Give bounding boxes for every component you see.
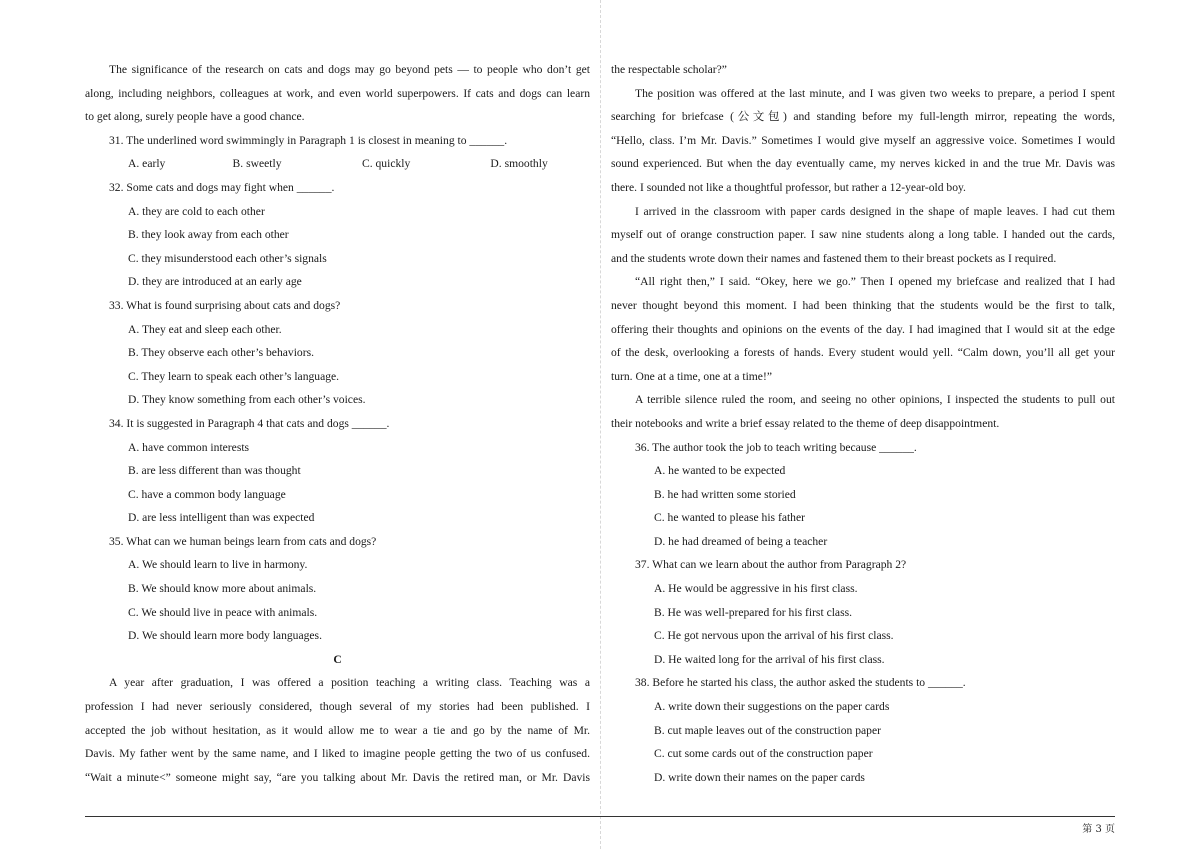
answer-option: C. They learn to speak each other’s language. xyxy=(128,369,340,383)
answer-option: A. they are cold to each other xyxy=(128,204,265,218)
paragraph-line: sound experienced. But when the day eventually came, my nerves kicked in and the true Mr. Davis was xyxy=(611,157,1115,171)
paragraph-line: Davis. My father went by the same name, and I liked to imagine people getting the two of us confused. xyxy=(85,747,590,761)
paragraph-line: “All right then,” I said. “Okey, here we go.” Then I opened my briefcase and realized that I had xyxy=(635,275,1115,289)
answer-option: A. He would be aggressive in his first class. xyxy=(654,582,858,596)
left-column xyxy=(85,58,590,789)
answer-option: D. He waited long for the arrival of his first class. xyxy=(654,652,885,666)
paragraph-line: of the desk, overlooking a forests of hands. Every student would yell. “Calm down, you’ll all get your xyxy=(611,346,1115,360)
answer-option: C. quickly xyxy=(361,157,411,171)
answer-option: D. smoothly xyxy=(490,157,548,171)
answer-option: B. They observe each other’s behaviors. xyxy=(128,346,314,360)
answer-option: D. We should learn more body languages. xyxy=(128,629,322,643)
paragraph-line: their notebooks and write a brief essay related to the theme of deep disappointment. xyxy=(611,416,1000,430)
answer-option: A. early xyxy=(128,157,166,171)
answer-option: B. sweetly xyxy=(232,157,282,171)
footer-rule xyxy=(85,816,1115,817)
answer-option: B. We should know more about animals. xyxy=(128,582,317,596)
paragraph-line: searching for briefcase (公文包) and standing before my full-length mirror, repeating the words, xyxy=(611,110,1115,124)
paragraph-line: myself out of orange construction paper. I saw nine students along a long table. I handed out the cards, xyxy=(611,228,1115,242)
column-divider xyxy=(600,0,601,849)
question-stem: 32. Some cats and dogs may fight when ______. xyxy=(109,180,335,194)
question-stem: 37. What can we learn about the author from Paragraph 2? xyxy=(635,558,907,572)
answer-option: B. he had written some storied xyxy=(654,487,796,501)
paragraph-line: The significance of the research on cats and dogs may go beyond pets — to people who don’t get xyxy=(109,63,590,76)
paragraph-line: profession I had never seriously considered, though several of my stories had been published. I xyxy=(85,700,590,714)
question-stem: 36. The author took the job to teach writing because ______. xyxy=(635,440,917,454)
answer-option: A. he wanted to be expected xyxy=(654,464,786,478)
answer-option: A. We should learn to live in harmony. xyxy=(128,558,308,572)
answer-option: C. We should live in peace with animals. xyxy=(128,605,318,619)
answer-option: C. they misunderstood each other’s signals xyxy=(128,251,327,265)
question-stem: 34. It is suggested in Paragraph 4 that cats and dogs ______. xyxy=(109,416,390,430)
paragraph-line: offering their thoughts and opinions on the events of the day. I had imagined that I would sit at the edge xyxy=(611,322,1115,336)
answer-option: B. He was well-prepared for his first class. xyxy=(654,605,852,619)
right-column xyxy=(611,58,1115,789)
answer-option: B. are less different than was thought xyxy=(128,464,301,478)
answer-option: A. write down their suggestions on the paper cards xyxy=(654,700,890,714)
answer-option: C. cut some cards out of the construction paper xyxy=(654,747,873,761)
paragraph-line: never thought beyond this moment. I had been thinking that the students would be the first to talk, xyxy=(611,298,1115,312)
question-stem: 38. Before he started his class, the author asked the students to ______. xyxy=(635,676,966,690)
page-number: 第 3 页 xyxy=(1082,824,1115,835)
answer-option: D. They know something from each other’s voices. xyxy=(128,393,366,407)
paragraph-line: to get along, surely people have a good chance. xyxy=(85,110,305,124)
answer-option: A. have common interests xyxy=(128,440,250,454)
answer-option: D. they are introduced at an early age xyxy=(128,275,302,289)
answer-option: C. have a common body language xyxy=(128,487,286,501)
paragraph-line: and the students wrote down their names and fastened them to their breast pockets as I required. xyxy=(611,251,1057,265)
paragraph-line: A terrible silence ruled the room, and seeing no other opinions, I inspected the students to pull out xyxy=(635,393,1115,407)
answer-options-row xyxy=(85,152,590,176)
paragraph-line: “Hello, class. I’m Mr. Davis.” Sometimes I would give myself an aggressive voice. Sometimes I would xyxy=(611,133,1115,147)
paragraph-line: along, including neighbors, colleagues at work, and even world superpowers. If cats and dogs can learn xyxy=(85,86,590,100)
answer-option: D. write down their names on the paper cards xyxy=(654,770,865,784)
paragraph-line: there. I sounded not like a thoughtful professor, but rather a 12-year-old boy. xyxy=(611,180,966,194)
answer-option: C. He got nervous upon the arrival of his first class. xyxy=(654,629,894,643)
paragraph-line: I arrived in the classroom with paper cards designed in the shape of maple leaves. I had cut them xyxy=(635,204,1115,218)
answer-option: B. they look away from each other xyxy=(128,228,289,242)
answer-option: D. are less intelligent than was expected xyxy=(128,511,315,525)
answer-option: D. he had dreamed of being a teacher xyxy=(654,534,828,548)
paragraph-line: A year after graduation, I was offered a position teaching a writing class. Teaching was a xyxy=(109,676,590,690)
section-heading: C xyxy=(333,652,342,666)
question-stem: 33. What is found surprising about cats and dogs? xyxy=(109,298,341,312)
paragraph-line: “Wait a minute<” someone might say, “are you talking about Mr. Davis the retired man, or Mr. Davis xyxy=(85,770,590,784)
answer-option: B. cut maple leaves out of the construction paper xyxy=(654,723,881,737)
paragraph-line: the respectable scholar?” xyxy=(611,63,727,76)
paragraph-line: turn. One at a time, one at a time!” xyxy=(611,369,772,383)
paragraph-line: accepted the job without hesitation, as it would allow me to wear a tie and go by the name of Mr. xyxy=(85,723,590,737)
answer-option: C. he wanted to please his father xyxy=(654,511,805,525)
question-stem: 31. The underlined word swimmingly in Paragraph 1 is closest in meaning to ______. xyxy=(109,133,508,147)
answer-option: A. They eat and sleep each other. xyxy=(128,322,282,336)
paragraph-line: The position was offered at the last minute, and I was given two weeks to prepare, a period I spent xyxy=(635,86,1115,100)
question-stem: 35. What can we human beings learn from cats and dogs? xyxy=(109,534,377,548)
